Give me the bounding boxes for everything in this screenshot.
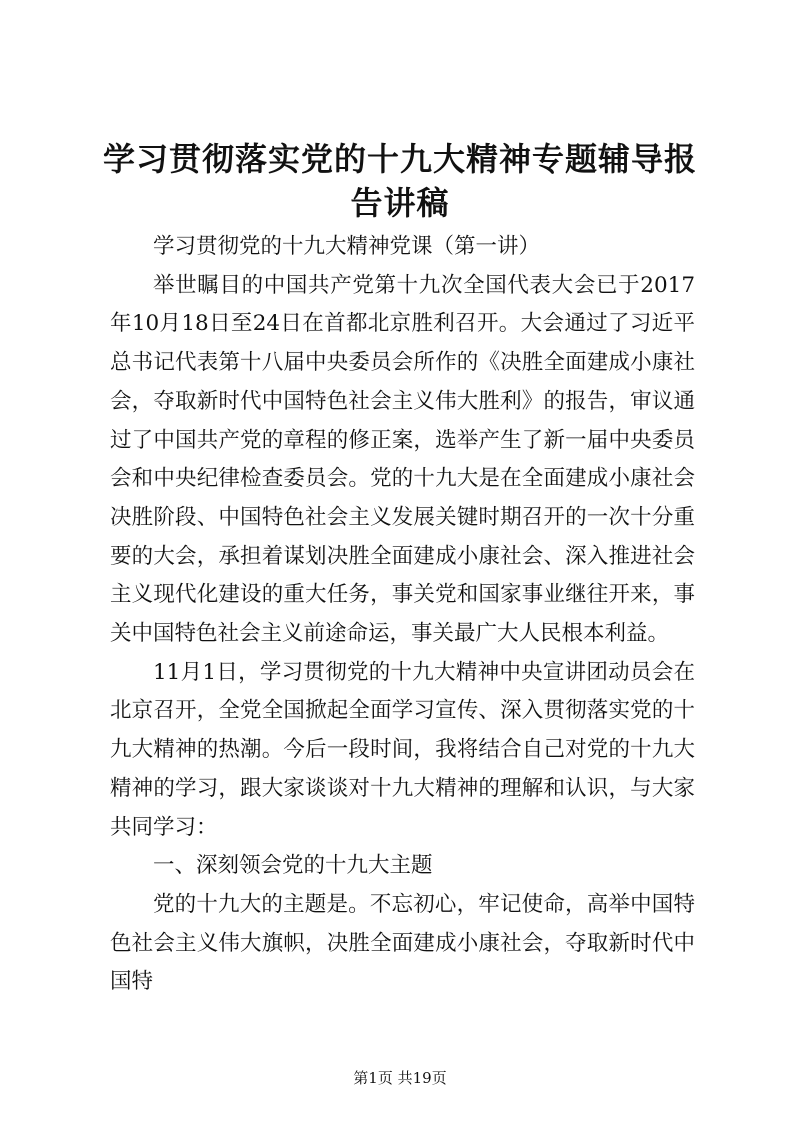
section-heading-1: 一、深刻领会党的十九大主题 bbox=[153, 853, 433, 879]
page-number: 第1页 共19页 bbox=[353, 1069, 447, 1087]
document-body bbox=[110, 228, 695, 1002]
document-title: 学习贯彻落实党的十九大精神专题辅导报告讲稿 bbox=[102, 140, 697, 222]
paragraph-lecture-purpose: 11月1日，学习贯彻党的十九大精神中央宣讲团动员会在北京召开，全党全国掀起全面学习宣传、深入贯彻落实党的十九大精神的热潮。今后一段时间，我将结合自己对党的十九大精神的学习，跟大家谈谈对十九大精神的理解和认识，与大家共同学习： bbox=[110, 659, 695, 840]
paragraph-theme: 党的十九大的主题是。不忘初心，牢记使命，高举中国特色社会主义伟大旗帜，决胜全面建成小康社会，夺取新时代中国特 bbox=[110, 891, 695, 995]
paragraph-congress-intro: 举世瞩目的中国共产党第十九次全国代表大会已于2017年10月18日至24日在首都北京胜利召开。大会通过了习近平总书记代表第十八届中央委员会所作的《决胜全面建成小康社会，夺取新时代中国特色社会主义伟大胜利》的报告，审议通过了中国共产党的章程的修正案，选举产生了新一届中央委员会和中央纪律检查委员会。党的十九大是在全面建成小康社会决胜阶段、中国特色社会主义发展关键时期召开的一次十分重要的大会，承担着谋划决胜全面建成小康社会、深入推进社会主义现代化建设的重大任务，事关党和国家事业继往开来，事关中国特色社会主义前途命运，事关最广大人民根本利益。 bbox=[110, 272, 695, 647]
lecture-subtitle: 学习贯彻党的十九大精神党课（第一讲） bbox=[153, 234, 541, 259]
